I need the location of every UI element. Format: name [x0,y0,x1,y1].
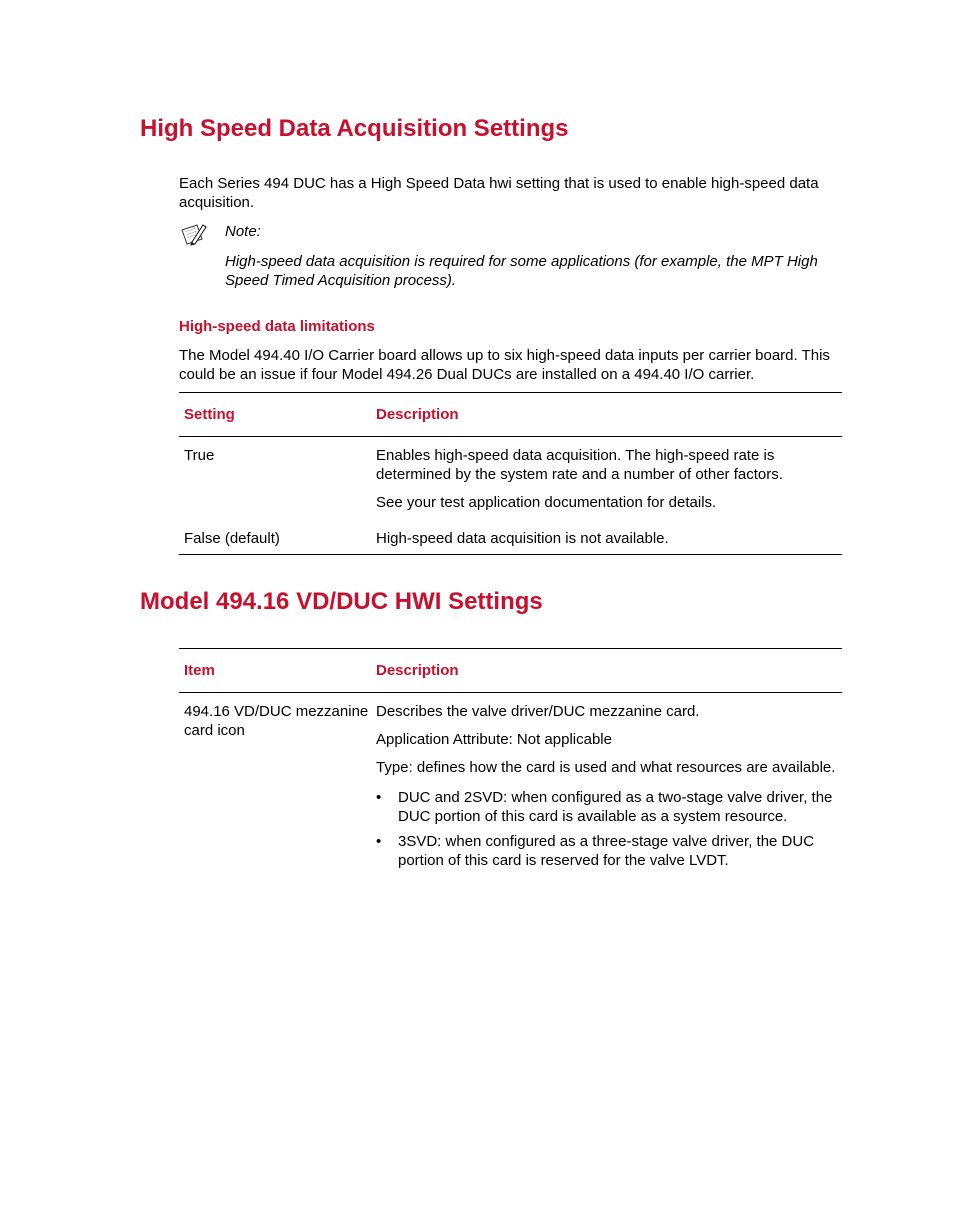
section-title-model-494-16: Model 494.16 VD/DUC HWI Settings [140,588,543,615]
table-header-description: Description [376,406,459,423]
limitations-paragraph: The Model 494.40 I/O Carrier board allows up to six high-speed data inputs per carrier board. This could be an issue if four Model 494.26 Dual DUCs are installed on a 494.40 I/O carrier. [179,347,830,383]
table-header-rule [179,436,842,437]
subheading-limitations: High-speed data limitations [179,318,375,335]
table-cell-attribute: Application Attribute: Not applicable [376,731,612,748]
intro-paragraph: Each Series 494 DUC has a High Speed Data hwi setting that is used to enable high-speed data acquisition. [179,175,819,211]
table-top-rule [179,392,842,393]
table-bottom-rule [179,554,842,555]
bullet-text: 3SVD: when configured as a three-stage valve driver, the DUC portion of this card is reserved for the valve LVDT. [398,833,815,869]
bullet-text: DUC and 2SVD: when configured as a two-stage valve driver, the DUC portion of this card is available as a system resource. [398,789,833,825]
table-header-rule [179,692,842,693]
table-cell-setting: False (default) [184,530,280,547]
bullet-icon: • [376,789,382,806]
note-pencil-icon [180,221,208,247]
table-header-setting: Setting [184,406,235,423]
table-header-item: Item [184,662,215,679]
table-cell-type: Type: defines how the card is used and what resources are available. [376,759,836,776]
table-cell-setting: True [184,447,215,464]
bullet-icon: • [376,833,382,850]
table-cell-item: 494.16 VD/DUC mezzanine card icon [184,703,369,739]
table-header-description: Description [376,662,459,679]
table-cell-description: High-speed data acquisition is not available. [376,530,669,547]
table-top-rule [179,648,842,649]
table-cell-description-note: See your test application documentation for details. [376,494,717,511]
section-title-high-speed: High Speed Data Acquisition Settings [140,115,569,142]
note-label: Note: [225,223,261,240]
table-cell-description: Enables high-speed data acquisition. The high-speed rate is determined by the system rate and a number of other factors. [376,447,783,483]
table-cell-description: Describes the valve driver/DUC mezzanine card. [376,703,700,720]
note-text: High-speed data acquisition is required for some applications (for example, the MPT High Speed Timed Acquisition process). [225,253,818,289]
